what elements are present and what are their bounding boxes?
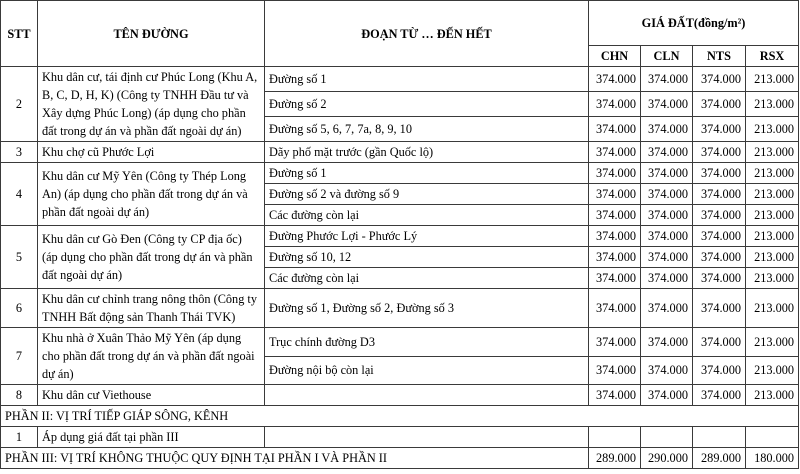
street-name-cell: Áp dụng giá đất tại phần III	[38, 427, 265, 448]
price-cell: 213.000	[746, 142, 799, 163]
price-cell: 374.000	[693, 226, 746, 247]
table-row	[1, 328, 799, 357]
price-cell: 374.000	[641, 117, 693, 142]
price-cell: 374.000	[693, 268, 746, 289]
price-cell: 213.000	[746, 117, 799, 142]
segment-cell: Đường Phước Lợi - Phước Lý	[265, 226, 589, 247]
table-row	[1, 163, 799, 184]
price-cell: 374.000	[641, 163, 693, 184]
section-3-row	[1, 448, 799, 469]
segment-cell: Đường số 1, Đường số 2, Đường số 3	[265, 289, 589, 328]
table-row	[1, 427, 799, 448]
price-cell: 213.000	[746, 356, 799, 385]
price-cell: 289.000	[589, 448, 641, 469]
price-cell: 374.000	[641, 356, 693, 385]
row-stt: 1	[1, 427, 38, 448]
price-cell: 374.000	[693, 163, 746, 184]
segment-cell: Trục chính đường D3	[265, 328, 589, 357]
table-body	[1, 67, 799, 469]
price-cell: 213.000	[746, 163, 799, 184]
price-cell: 374.000	[589, 385, 641, 406]
segment-cell: Đường số 2	[265, 92, 589, 117]
price-cell: 374.000	[693, 356, 746, 385]
table-row	[1, 226, 799, 247]
row-stt: 8	[1, 385, 38, 406]
row-stt: 2	[1, 67, 38, 142]
col-cln-header: CLN	[641, 46, 693, 67]
section-2-row	[1, 406, 799, 427]
street-name-cell: Khu dân cư Mỹ Yên (Công ty Thép Long An) (áp dụng cho phần đất trong dự án và phần đất ngoài dự án)	[38, 163, 265, 226]
price-cell: 213.000	[746, 289, 799, 328]
price-cell: 374.000	[693, 184, 746, 205]
row-stt: 3	[1, 142, 38, 163]
price-cell: 213.000	[746, 268, 799, 289]
section-2-title: PHẦN II: VỊ TRÍ TIẾP GIÁP SÔNG, KÊNH	[1, 406, 799, 427]
price-cell: 290.000	[641, 448, 693, 469]
segment-cell: Đường nội bộ còn lại	[265, 356, 589, 385]
price-cell: 374.000	[693, 142, 746, 163]
price-cell: 374.000	[693, 289, 746, 328]
price-cell: 374.000	[589, 205, 641, 226]
price-cell: 374.000	[589, 142, 641, 163]
col-chn-header: CHN	[589, 46, 641, 67]
street-name-cell: Khu chợ cũ Phước Lợi	[38, 142, 265, 163]
street-name-cell: Khu dân cư Gò Đen (Công ty CP địa ốc) (áp dụng cho phần đất trong dự án và phần đất ngoài dự án)	[38, 226, 265, 289]
price-cell: 213.000	[746, 184, 799, 205]
price-cell	[693, 427, 746, 448]
table-row	[1, 289, 799, 328]
price-cell: 374.000	[589, 67, 641, 92]
price-cell: 213.000	[746, 226, 799, 247]
price-cell: 374.000	[693, 67, 746, 92]
segment-cell: Đường số 1	[265, 67, 589, 92]
price-cell: 374.000	[589, 356, 641, 385]
col-nts-header: NTS	[693, 46, 746, 67]
price-cell: 374.000	[693, 117, 746, 142]
row-stt: 5	[1, 226, 38, 289]
street-name-cell: Khu nhà ở Xuân Thảo Mỹ Yên (áp dụng cho phần đất trong dự án và phần đất ngoài dự án)	[38, 328, 265, 385]
price-cell: 374.000	[641, 142, 693, 163]
street-name-cell: Khu dân cư chỉnh trang nông thôn (Công ty TNHH Bất động sản Thanh Thái TVK)	[38, 289, 265, 328]
street-name-cell: Khu dân cư, tái định cư Phúc Long (Khu A, B, C, D, H, K) (Công ty TNHH Đầu tư và Xây dựng Phúc Long) (áp dụng cho phần đất trong dự án và phần đất ngoài dự án)	[38, 67, 265, 142]
col-rsx-header: RSX	[746, 46, 799, 67]
price-cell: 374.000	[589, 247, 641, 268]
segment-cell: Đường số 10, 12	[265, 247, 589, 268]
table-row	[1, 385, 799, 406]
row-stt: 4	[1, 163, 38, 226]
price-cell: 374.000	[693, 92, 746, 117]
price-cell: 213.000	[746, 385, 799, 406]
segment-cell: Đường số 1	[265, 163, 589, 184]
price-cell: 374.000	[693, 205, 746, 226]
price-cell: 374.000	[641, 226, 693, 247]
price-cell: 374.000	[641, 268, 693, 289]
price-cell: 213.000	[746, 328, 799, 357]
segment-cell: Các đường còn lại	[265, 205, 589, 226]
price-cell: 374.000	[589, 92, 641, 117]
price-cell: 289.000	[693, 448, 746, 469]
price-cell: 374.000	[641, 184, 693, 205]
table-row	[1, 67, 799, 92]
price-cell: 374.000	[641, 328, 693, 357]
price-cell: 374.000	[641, 92, 693, 117]
stt-header: STT	[1, 1, 38, 67]
price-cell	[746, 427, 799, 448]
segment-cell: Đường số 5, 6, 7, 7a, 8, 9, 10	[265, 117, 589, 142]
price-cell: 374.000	[641, 289, 693, 328]
price-cell: 213.000	[746, 205, 799, 226]
price-cell: 213.000	[746, 247, 799, 268]
segment-cell	[265, 427, 589, 448]
segment-header: ĐOẠN TỪ … ĐẾN HẾT	[265, 1, 589, 67]
segment-cell	[265, 385, 589, 406]
price-cell: 374.000	[589, 184, 641, 205]
price-cell: 213.000	[746, 92, 799, 117]
price-cell	[589, 427, 641, 448]
price-cell: 374.000	[641, 205, 693, 226]
price-cell: 374.000	[589, 163, 641, 184]
price-cell: 374.000	[641, 247, 693, 268]
price-cell: 213.000	[746, 67, 799, 92]
street-name-header: TÊN ĐƯỜNG	[38, 1, 265, 67]
segment-cell: Các đường còn lại	[265, 268, 589, 289]
price-cell: 374.000	[589, 226, 641, 247]
price-cell: 374.000	[693, 247, 746, 268]
price-cell: 374.000	[641, 67, 693, 92]
row-stt: 6	[1, 289, 38, 328]
price-cell: 374.000	[589, 328, 641, 357]
table-row	[1, 142, 799, 163]
segment-cell: Dãy phố mặt trước (gần Quốc lộ)	[265, 142, 589, 163]
price-cell: 374.000	[589, 117, 641, 142]
price-cell: 180.000	[746, 448, 799, 469]
price-cell: 374.000	[589, 268, 641, 289]
price-cell: 374.000	[589, 289, 641, 328]
land-price-header: GIÁ ĐẤT(đồng/m²)	[589, 1, 799, 46]
row-stt: 7	[1, 328, 38, 385]
price-cell: 374.000	[641, 385, 693, 406]
section-3-title: PHẦN III: VỊ TRÍ KHÔNG THUỘC QUY ĐỊNH TẠI PHẦN I VÀ PHẦN II	[1, 448, 589, 469]
street-name-cell: Khu dân cư Viethouse	[38, 385, 265, 406]
price-cell	[641, 427, 693, 448]
price-cell: 374.000	[693, 328, 746, 357]
segment-cell: Đường số 2 và đường số 9	[265, 184, 589, 205]
price-cell: 374.000	[693, 385, 746, 406]
